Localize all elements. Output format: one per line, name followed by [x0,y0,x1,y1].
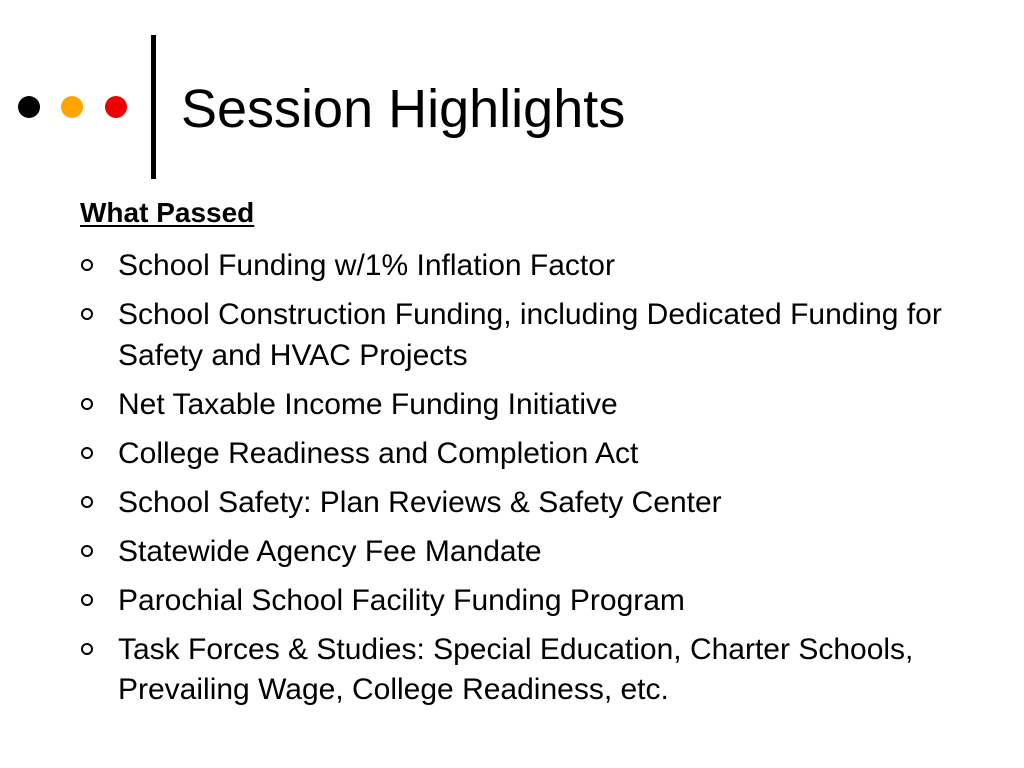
bullet-item [80,434,960,475]
hollow-circle-bullet-icon [81,594,93,606]
bullet-item [80,581,960,622]
hollow-circle-bullet-icon [81,447,93,459]
hollow-circle-bullet-icon [81,643,93,655]
bullet-text: School Safety: Plan Reviews & Safety Center [118,485,722,519]
slide-title: Session Highlights [181,79,626,139]
black-dot-icon [18,96,40,118]
red-dot-icon [105,96,127,118]
section-heading: What Passed [80,197,255,228]
hollow-circle-bullet-icon [81,398,93,410]
bullet-text: College Readiness and Completion Act [118,436,639,470]
bullet-text: Net Taxable Income Funding Initiative [118,387,618,421]
hollow-circle-bullet-icon [81,259,93,271]
bullet-item [80,532,960,573]
bullet-text: School Funding w/1% Inflation Factor [118,249,615,282]
bullet-text: Task Forces & Studies: Special Education, Charter Schools, Prevailing Wage, College Readiness, etc. [118,632,914,706]
bullet-item [80,295,960,376]
bullet-text: School Construction Funding, including Dedicated Funding for Safety and HVAC Projects [118,298,942,372]
bullet-item [80,630,960,711]
title-divider [151,35,156,179]
hollow-circle-bullet-icon [81,496,93,508]
hollow-circle-bullet-icon [81,545,93,557]
orange-dot-icon [61,96,83,118]
bullet-item [80,483,960,524]
bullet-text: Statewide Agency Fee Mandate [118,534,542,568]
hollow-circle-bullet-icon [81,308,93,320]
bullet-item [80,246,960,287]
bullet-item [80,385,960,426]
bullet-text: Parochial School Facility Funding Program [118,583,685,617]
bullet-list [80,246,960,719]
